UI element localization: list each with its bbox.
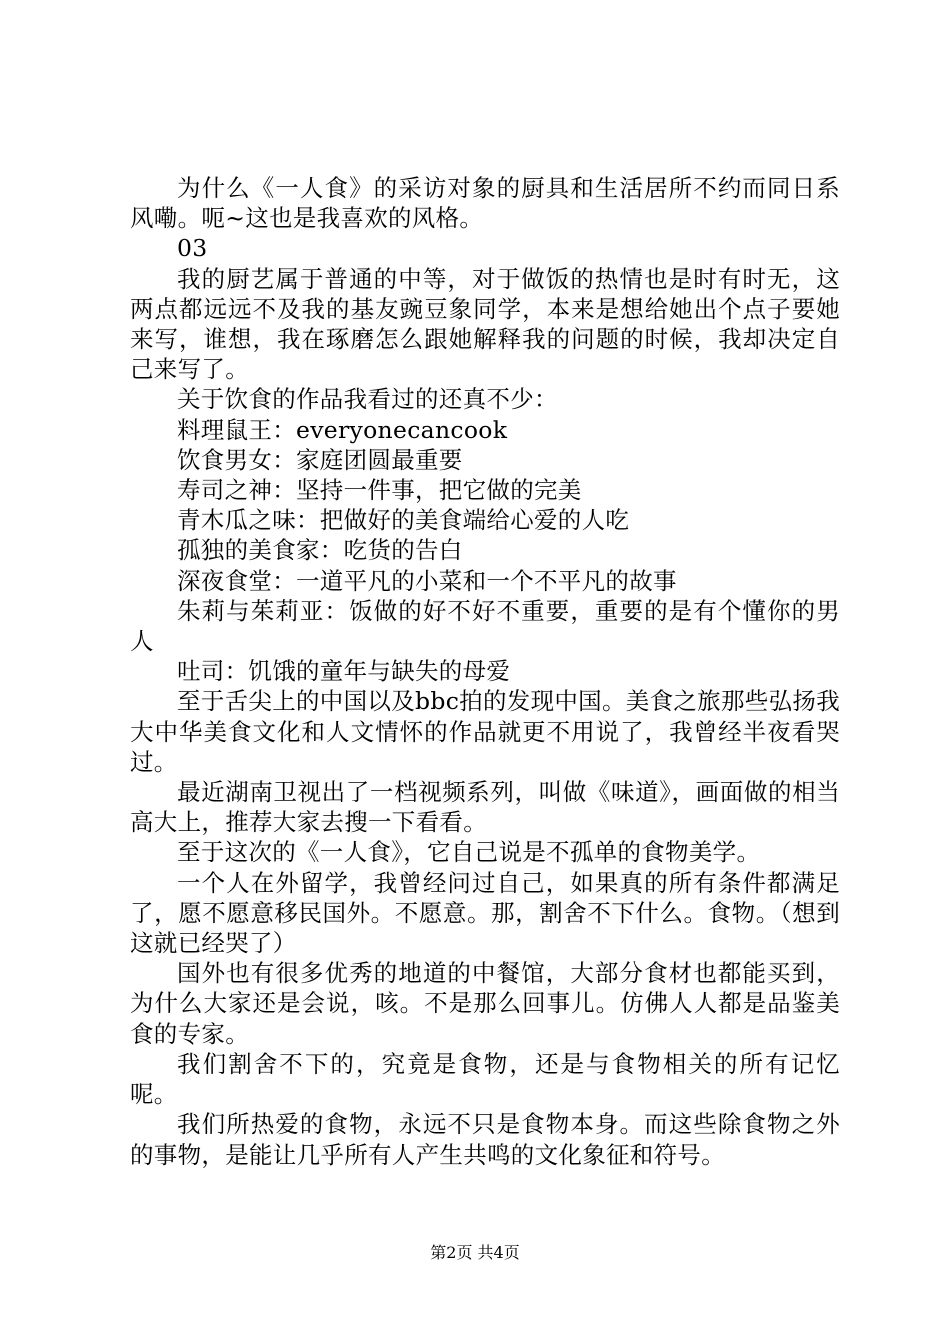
document-body bbox=[130, 173, 840, 1170]
list-item: 吐司：饥饿的童年与缺失的母爱 bbox=[177, 657, 511, 686]
paragraph: 我的厨艺属于普通的中等，对于做饭的热情也是时有时无，这两点都远远不及我的基友豌豆象同学，本来是想给她出个点子要她来写，谁想，我在琢磨怎么跟她解释我的问题的时候，我却决定自己来写了。 bbox=[130, 264, 840, 384]
paragraph: 一个人在外留学，我曾经问过自己，如果真的所有条件都满足了，愿不愿意移民国外。不愿意。那，割舍不下什么。食物。（想到这就已经哭了） bbox=[130, 868, 840, 958]
paragraph: 为什么《一人食》的采访对象的厨具和生活居所不约而同日系风嘞。呃~这也是我喜欢的风格。 bbox=[130, 174, 840, 233]
paragraph: 我们割舍不下的，究竟是食物，还是与食物相关的所有记忆呢。 bbox=[130, 1049, 840, 1109]
paragraph: 关于饮食的作品我看过的还真不少： bbox=[177, 385, 558, 414]
list-item: 深夜食堂：一道平凡的小菜和一个不平凡的故事 bbox=[177, 566, 677, 595]
paragraph: 至于舌尖上的中国以及bbc拍的发现中国。美食之旅那些弘扬我大中华美食文化和人文情怀的作品就更不用说了，我曾经半夜看哭过。 bbox=[130, 687, 840, 776]
paragraph: 最近湖南卫视出了一档视频系列，叫做《味道》，画面做的相当高大上，推荐大家去搜一下看看。 bbox=[130, 778, 840, 837]
list-item: 青木瓜之味：把做好的美食端给心爱的人吃 bbox=[177, 506, 630, 535]
page-number-footer: 第2页 共4页 bbox=[430, 1243, 520, 1262]
list-item: 寿司之神：坚持一件事，把它做的完美 bbox=[177, 476, 582, 505]
list-item: 饮食男女：家庭团圆最重要 bbox=[177, 445, 463, 474]
paragraph: 国外也有很多优秀的地道的中餐馆，大部分食材也都能买到，为什么大家还是会说，咳。不是那么回事儿。仿佛人人都是品鉴美食的专家。 bbox=[130, 959, 840, 1048]
list-item: 孤独的美食家：吃货的告白 bbox=[177, 536, 463, 565]
paragraph: 我们所热爱的食物，永远不只是食物本身。而这些除食物之外的事物，是能让几乎所有人产生共鸣的文化象征和符号。 bbox=[130, 1110, 840, 1169]
paragraph: 至于这次的《一人食》，它自己说是不孤单的食物美学。 bbox=[177, 838, 761, 867]
list-item: 朱莉与茱莉亚：饭做的好不好不重要，重要的是有个懂你的男人 bbox=[130, 596, 840, 656]
section-number: 03 bbox=[177, 234, 208, 263]
list-item: 料理鼠王：everyonecancook bbox=[177, 415, 508, 444]
